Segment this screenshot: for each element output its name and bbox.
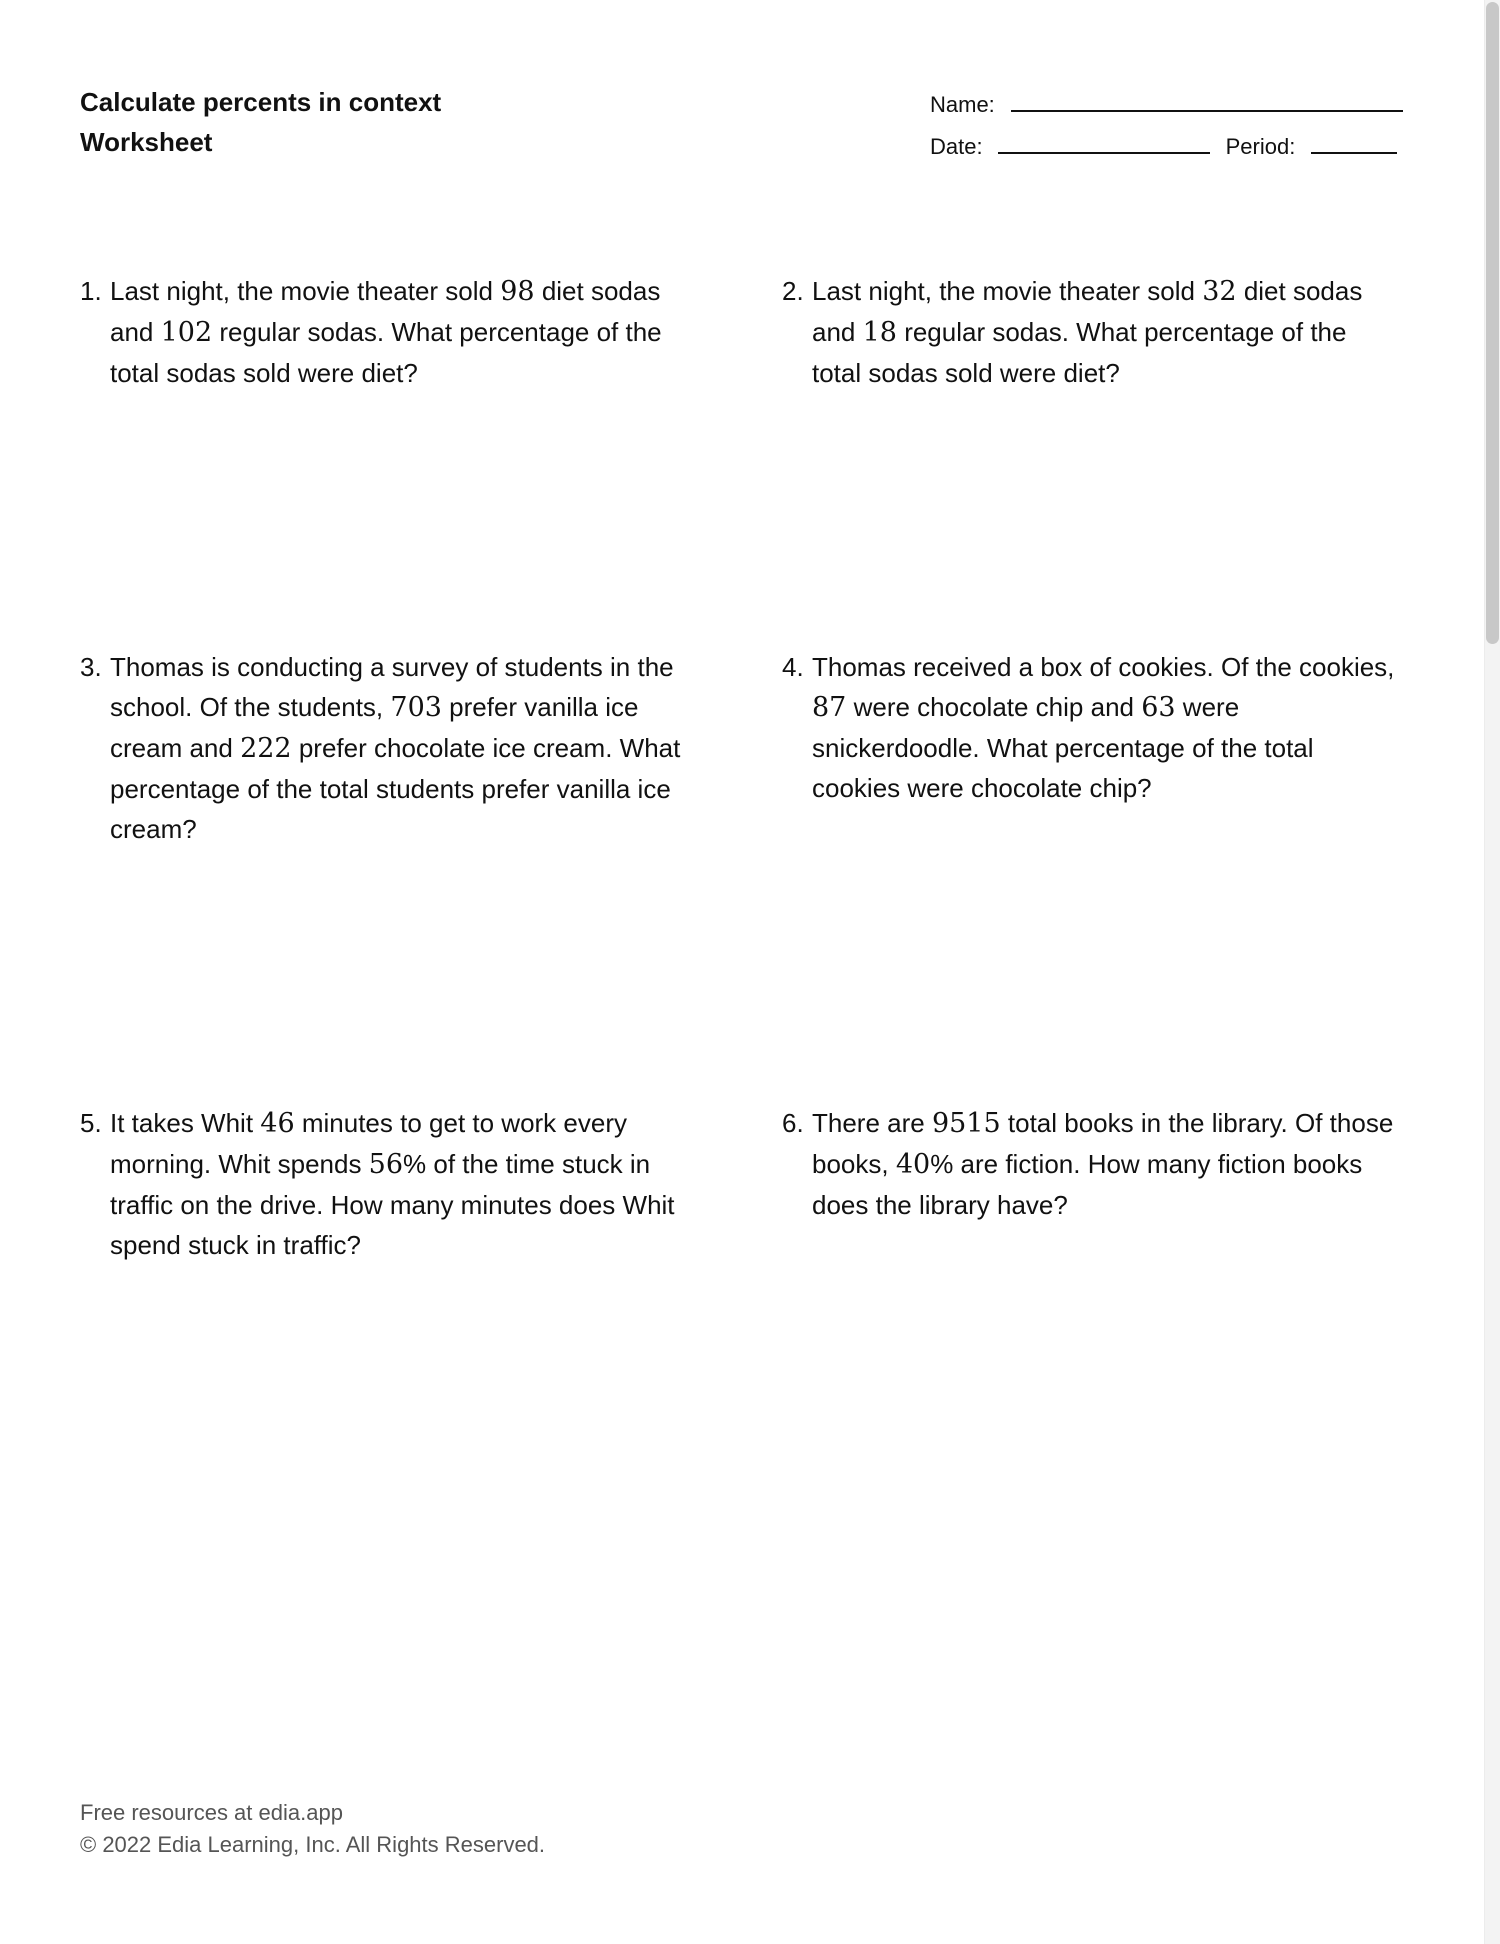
question-1 <box>80 271 700 393</box>
name-label: Name: <box>930 92 995 117</box>
question-number-value: 32 <box>1202 276 1237 307</box>
question-text-part: diet sodas and <box>110 276 661 347</box>
title-line-1: Calculate percents in context <box>80 87 442 117</box>
question-text-part: There are <box>812 1108 932 1138</box>
question-text-part: were chocolate chip and <box>846 692 1142 722</box>
question-6 <box>782 1103 1402 1225</box>
question-text <box>812 271 1402 393</box>
question-5 <box>80 1103 700 1265</box>
question-text-part: total books in the library. Of those books, <box>812 1108 1394 1179</box>
question-text <box>110 271 700 393</box>
question-number: 5. <box>80 1108 102 1138</box>
worksheet-title <box>80 82 441 162</box>
question-2 <box>782 271 1402 393</box>
period-blank-line <box>1311 152 1397 154</box>
question-3 <box>80 647 700 849</box>
question-number-value: 102 <box>160 317 213 348</box>
question-text-part: % of the time stuck in traffic on the drive. How many minutes does Whit spend stuck in traffic? <box>110 1149 675 1260</box>
student-info-fields <box>930 86 1405 170</box>
question-number-value: 9515 <box>931 1108 1001 1139</box>
period-label: Period: <box>1225 134 1296 159</box>
vertical-scrollbar[interactable] <box>1484 0 1500 1944</box>
footer <box>80 1797 545 1861</box>
question-text-part: prefer vanilla ice cream and <box>110 692 639 763</box>
question-text-part: regular sodas. What percentage of the total sodas sold were diet? <box>812 317 1347 388</box>
name-blank-line <box>1011 110 1403 112</box>
question-text <box>110 647 700 849</box>
question-number-value: 703 <box>390 692 442 723</box>
date-label: Date: <box>930 134 983 159</box>
question-number-value: 56 <box>368 1149 404 1180</box>
question-number-value: 18 <box>862 317 897 348</box>
question-text-part: diet sodas and <box>812 276 1363 347</box>
question-number: 3. <box>80 652 102 682</box>
question-number-value: 87 <box>812 692 847 723</box>
question-text-part: regular sodas. What percentage of the total sodas sold were diet? <box>110 317 662 388</box>
question-number-value: 222 <box>240 733 292 764</box>
question-text-part: minutes to get to work every morning. Whit spends <box>110 1108 627 1179</box>
question-text <box>110 1103 700 1265</box>
question-number: 6. <box>782 1108 804 1138</box>
question-4 <box>782 647 1402 808</box>
question-text-part: Last night, the movie theater sold <box>812 276 1203 306</box>
question-text <box>812 647 1402 808</box>
question-number-value: 46 <box>260 1108 295 1139</box>
question-text-part: prefer chocolate ice cream. What percentage of the total students prefer vanilla ice cream? <box>110 733 681 844</box>
question-number-value: 63 <box>1141 692 1176 723</box>
date-period-row <box>930 128 1405 160</box>
question-text-part: Thomas is conducting a survey of students in the school. Of the students, <box>110 652 674 722</box>
name-row <box>930 86 1405 118</box>
question-text <box>812 1103 1402 1225</box>
question-text-part: % are fiction. How many fiction books does the library have? <box>812 1149 1363 1220</box>
footer-copyright-text: © 2022 Edia Learning, Inc. All Rights Reserved. <box>80 1832 546 1857</box>
question-number-value: 98 <box>500 276 535 307</box>
question-text-part: were snickerdoodle. What percentage of the total cookies were chocolate chip? <box>812 692 1314 803</box>
date-blank-line <box>998 152 1210 154</box>
question-text-part: Last night, the movie theater sold <box>110 276 501 306</box>
question-text-part: Thomas received a box of cookies. Of the cookies, <box>812 652 1395 682</box>
title-line-2: Worksheet <box>80 127 213 157</box>
question-number: 4. <box>782 652 804 682</box>
question-number: 1. <box>80 276 102 306</box>
scrollbar-thumb[interactable] <box>1486 2 1499 644</box>
question-text-part: It takes Whit <box>110 1108 261 1138</box>
footer-resources-text: Free resources at edia.app <box>80 1800 343 1825</box>
question-number: 2. <box>782 276 804 306</box>
question-number-value: 40 <box>895 1149 931 1180</box>
